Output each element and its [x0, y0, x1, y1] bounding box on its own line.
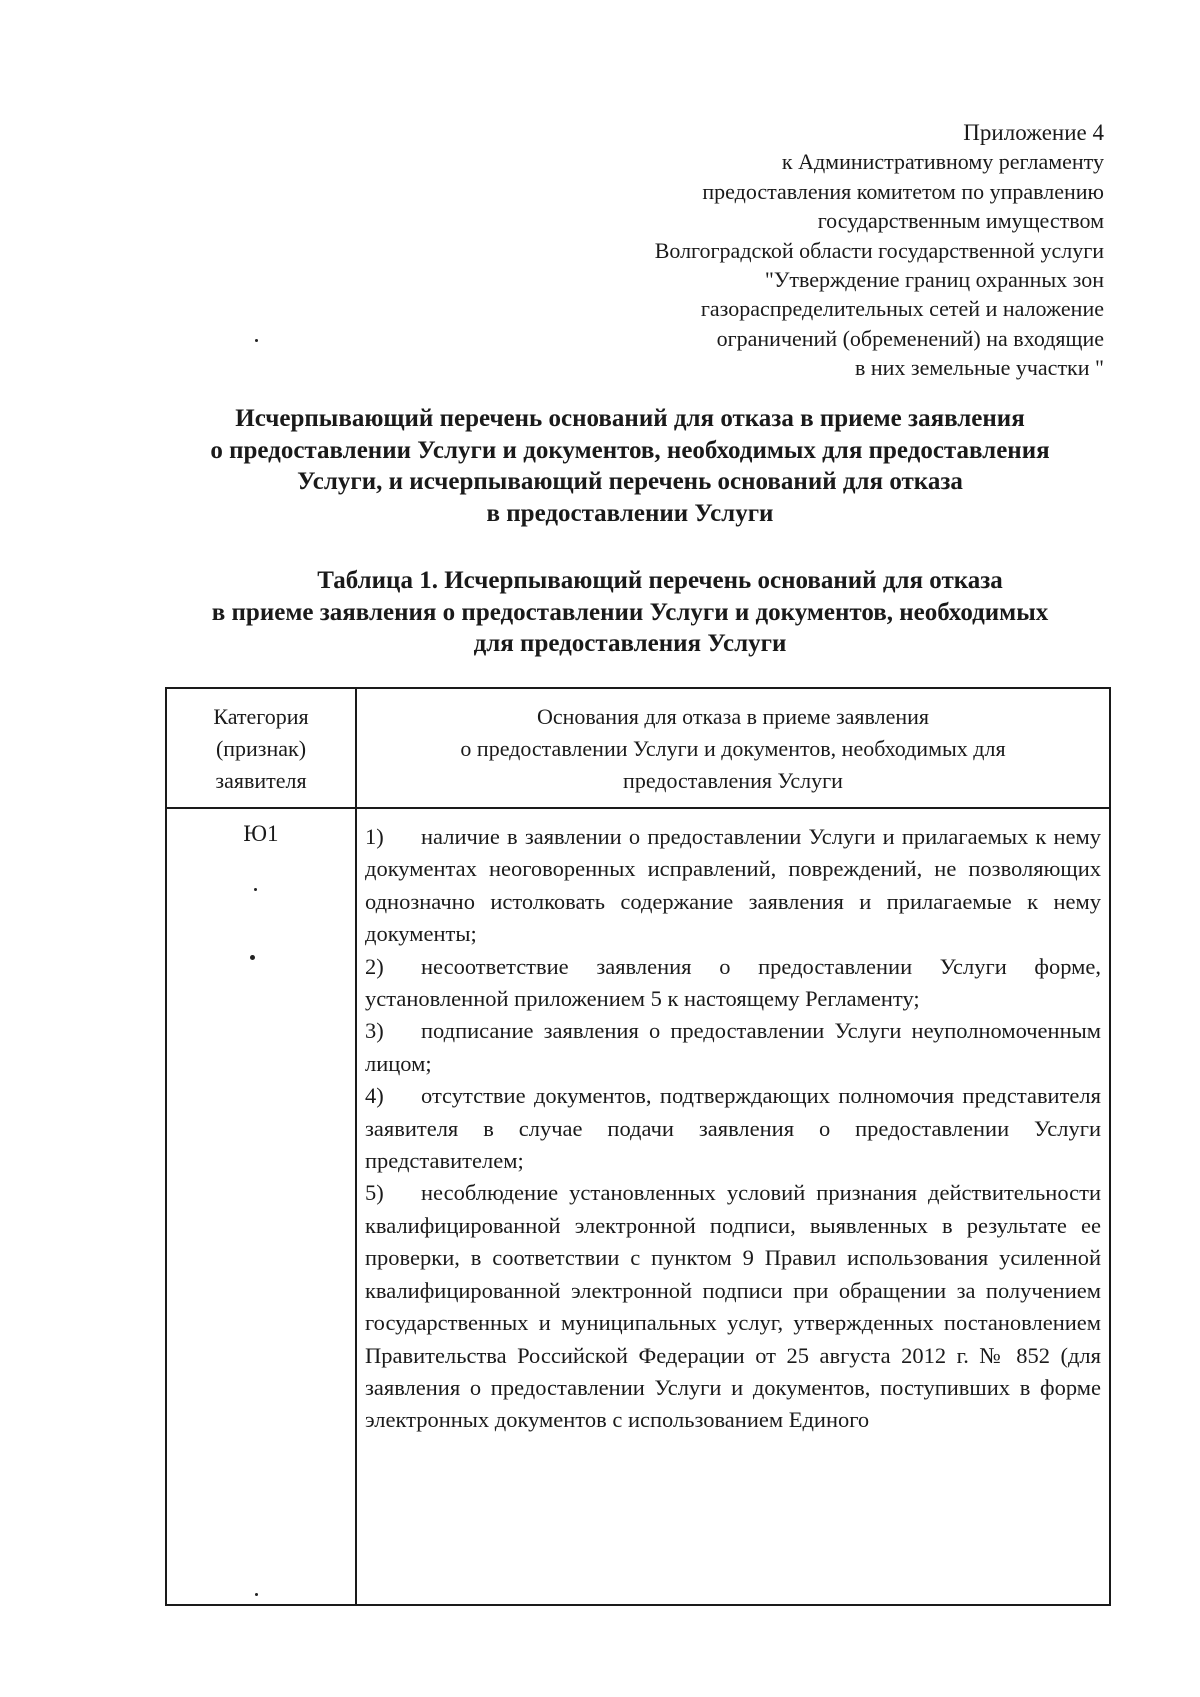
ground-item — [365, 1177, 1101, 1436]
ground-item-text: подписание заявления о предоставлении Услуги неуполномоченным лицом; — [365, 1018, 1101, 1076]
ground-item-number: 1) — [365, 824, 384, 849]
appendix-line: государственным имуществом — [817, 208, 1104, 234]
appendix-line: к Административному регламенту — [781, 149, 1104, 175]
appendix-header — [544, 118, 1104, 383]
refusal-grounds-table — [165, 687, 1111, 1606]
header-category-line: заявителя — [215, 768, 307, 793]
header-grounds — [356, 688, 1110, 808]
ground-item-number: 3) — [365, 1018, 384, 1044]
scan-speck — [255, 1593, 258, 1596]
header-grounds-line: о предоставлении Услуги и документов, необходимых для — [460, 736, 1006, 761]
category-cell: Ю1 — [166, 808, 356, 1605]
header-grounds-line: предоставления Услуги — [623, 768, 843, 793]
title-line: о предоставлении Услуги и документов, необходимых для предоставления — [210, 436, 1050, 464]
caption-line: Таблица 1. Исчерпывающий перечень оснований для отказа — [317, 567, 1003, 594]
scan-speck — [254, 888, 257, 891]
appendix-line: Приложение 4 — [963, 120, 1104, 145]
ground-item-text: несоблюдение установленных условий признания действительности квалифицированной электронной подписи, выявленных в результате ее проверки, в соответствии с пунктом 9 Правил использования усиленной квалифицированной электронной подписи при обращении за получением государственных и муниципальных услуг, утвержденных постановлением Правительства Российской Федерации от 25 августа 2012 г. № 852 (для заявления о предоставлении Услуги и документов, поступивших в форме электронных документов с использованием Единого — [365, 1180, 1101, 1433]
ground-item-text: несоответствие заявления о предоставлении Услуги форме, установленной приложением 5 к настоящему Регламенту; — [365, 953, 1101, 1012]
ground-item-text: отсутствие документов, подтверждающих полномочия представителя заявителя в случае подачи заявления о предоставлении Услуги представителем; — [365, 1083, 1101, 1174]
header-category-line: (признак) — [215, 736, 307, 761]
appendix-line: Волгоградской области государственной услуги — [654, 237, 1104, 263]
document-title — [150, 403, 1110, 529]
ground-item — [365, 1015, 1101, 1080]
header-grounds-line: Основания для отказа в приеме заявления — [536, 704, 930, 729]
header-category-line: Категория — [213, 704, 309, 729]
appendix-line: в них земельные участки " — [854, 355, 1104, 381]
caption-line: для предоставления Услуги — [473, 630, 787, 657]
table-caption — [150, 565, 1110, 660]
ground-item-number: 4) — [365, 1083, 384, 1109]
ground-item — [365, 1080, 1101, 1177]
table-header-row — [166, 688, 1110, 808]
appendix-line: предоставления комитетом по управлению — [702, 178, 1104, 204]
scan-speck — [255, 339, 258, 342]
grounds-cell — [356, 808, 1110, 1605]
ground-item — [365, 951, 1101, 1016]
appendix-line: газораспределительных сетей и наложение — [700, 296, 1104, 322]
header-category — [166, 688, 356, 808]
ground-item-text: наличие в заявлении о предоставлении Услуги и прилагаемых к нему документах неоговоренных исправлений, повреждений, не позволяющих однозначно истолковать содержание заявления и прилагаемые к нему документы; — [365, 824, 1101, 947]
appendix-line: ограничений (обременений) на входящие — [716, 325, 1104, 351]
table-row — [166, 808, 1110, 1605]
scan-speck — [250, 955, 255, 960]
caption-line: в приеме заявления о предоставлении Услуги и документов, необходимых — [211, 598, 1049, 626]
ground-item-number: 5) — [365, 1180, 384, 1206]
ground-item-number: 2) — [365, 953, 384, 979]
ground-item — [365, 821, 1101, 951]
appendix-line: "Утверждение границ охранных зон — [764, 267, 1104, 293]
title-line: в предоставлении Услуги — [486, 499, 774, 527]
title-line: Услуги, и исчерпывающий перечень оснований для отказа — [297, 468, 963, 495]
title-line: Исчерпывающий перечень оснований для отказа в приеме заявления — [235, 405, 1025, 432]
